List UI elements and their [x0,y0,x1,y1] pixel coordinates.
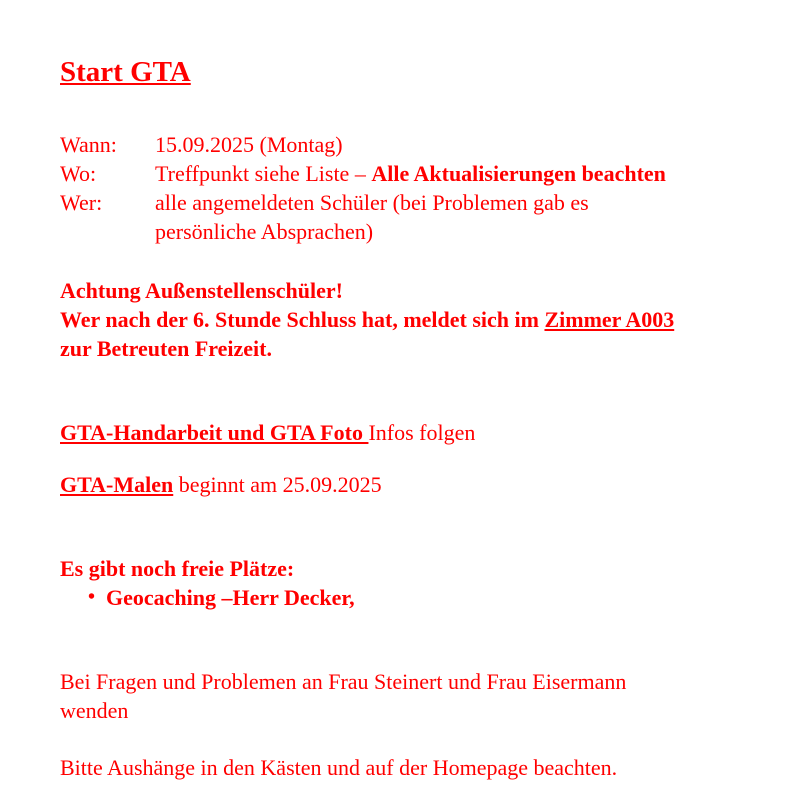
when-label: Wann: [60,132,117,157]
footer-note: Bitte Aushänge in den Kästen und auf der Homepage beachten. [60,755,618,780]
contact-line1: Bei Fragen und Problemen an Frau Steinert und Frau Eisermann [60,669,627,694]
schedule-row-where [60,159,740,188]
when-value: 15.09.2025 (Montag) [155,132,343,157]
where-value-emphasis: Alle Aktualisierungen beachten [371,161,666,186]
handarbeit-rest: Infos folgen [368,420,476,445]
free-spots-item-text: Geocaching –Herr Decker, [106,585,355,610]
free-spots-block [60,554,740,612]
malen-heading: GTA-Malen [60,472,174,497]
page-title [60,54,740,90]
room-reference: Zimmer A003 [544,307,675,332]
free-spots-item [60,583,740,612]
notice-line3: zur Betreuten Freizeit. [60,336,272,361]
page-title-text: Start GTA [60,56,191,88]
where-value-text: Treffpunkt siehe Liste – [155,161,372,186]
free-spots-heading: Es gibt noch freie Plätze: [60,556,295,581]
where-value [155,159,740,188]
bullet-icon: • [88,586,96,608]
contact-block [60,667,740,725]
handarbeit-line [60,418,740,447]
schedule-block [60,130,740,246]
handarbeit-heading: GTA-Handarbeit und GTA Foto [60,420,369,445]
malen-rest: beginnt am 25.09.2025 [173,472,382,497]
notice-line2 [60,305,740,334]
notice-block [60,276,740,363]
who-value-line1: alle angemeldeten Schüler (bei Problemen gab es [155,190,589,215]
notice-line1: Achtung Außenstellenschüler! [60,278,343,303]
who-value [155,188,740,246]
who-label: Wer: [60,190,103,215]
schedule-row-when [60,130,740,159]
where-label: Wo: [60,161,97,186]
who-value-line2: persönliche Absprachen) [155,219,374,244]
contact-line2: wenden [60,698,129,723]
malen-line [60,470,740,499]
schedule-row-who [60,188,740,246]
notice-line2-text: Wer nach der 6. Stunde Schluss hat, meldet sich im [60,307,545,332]
